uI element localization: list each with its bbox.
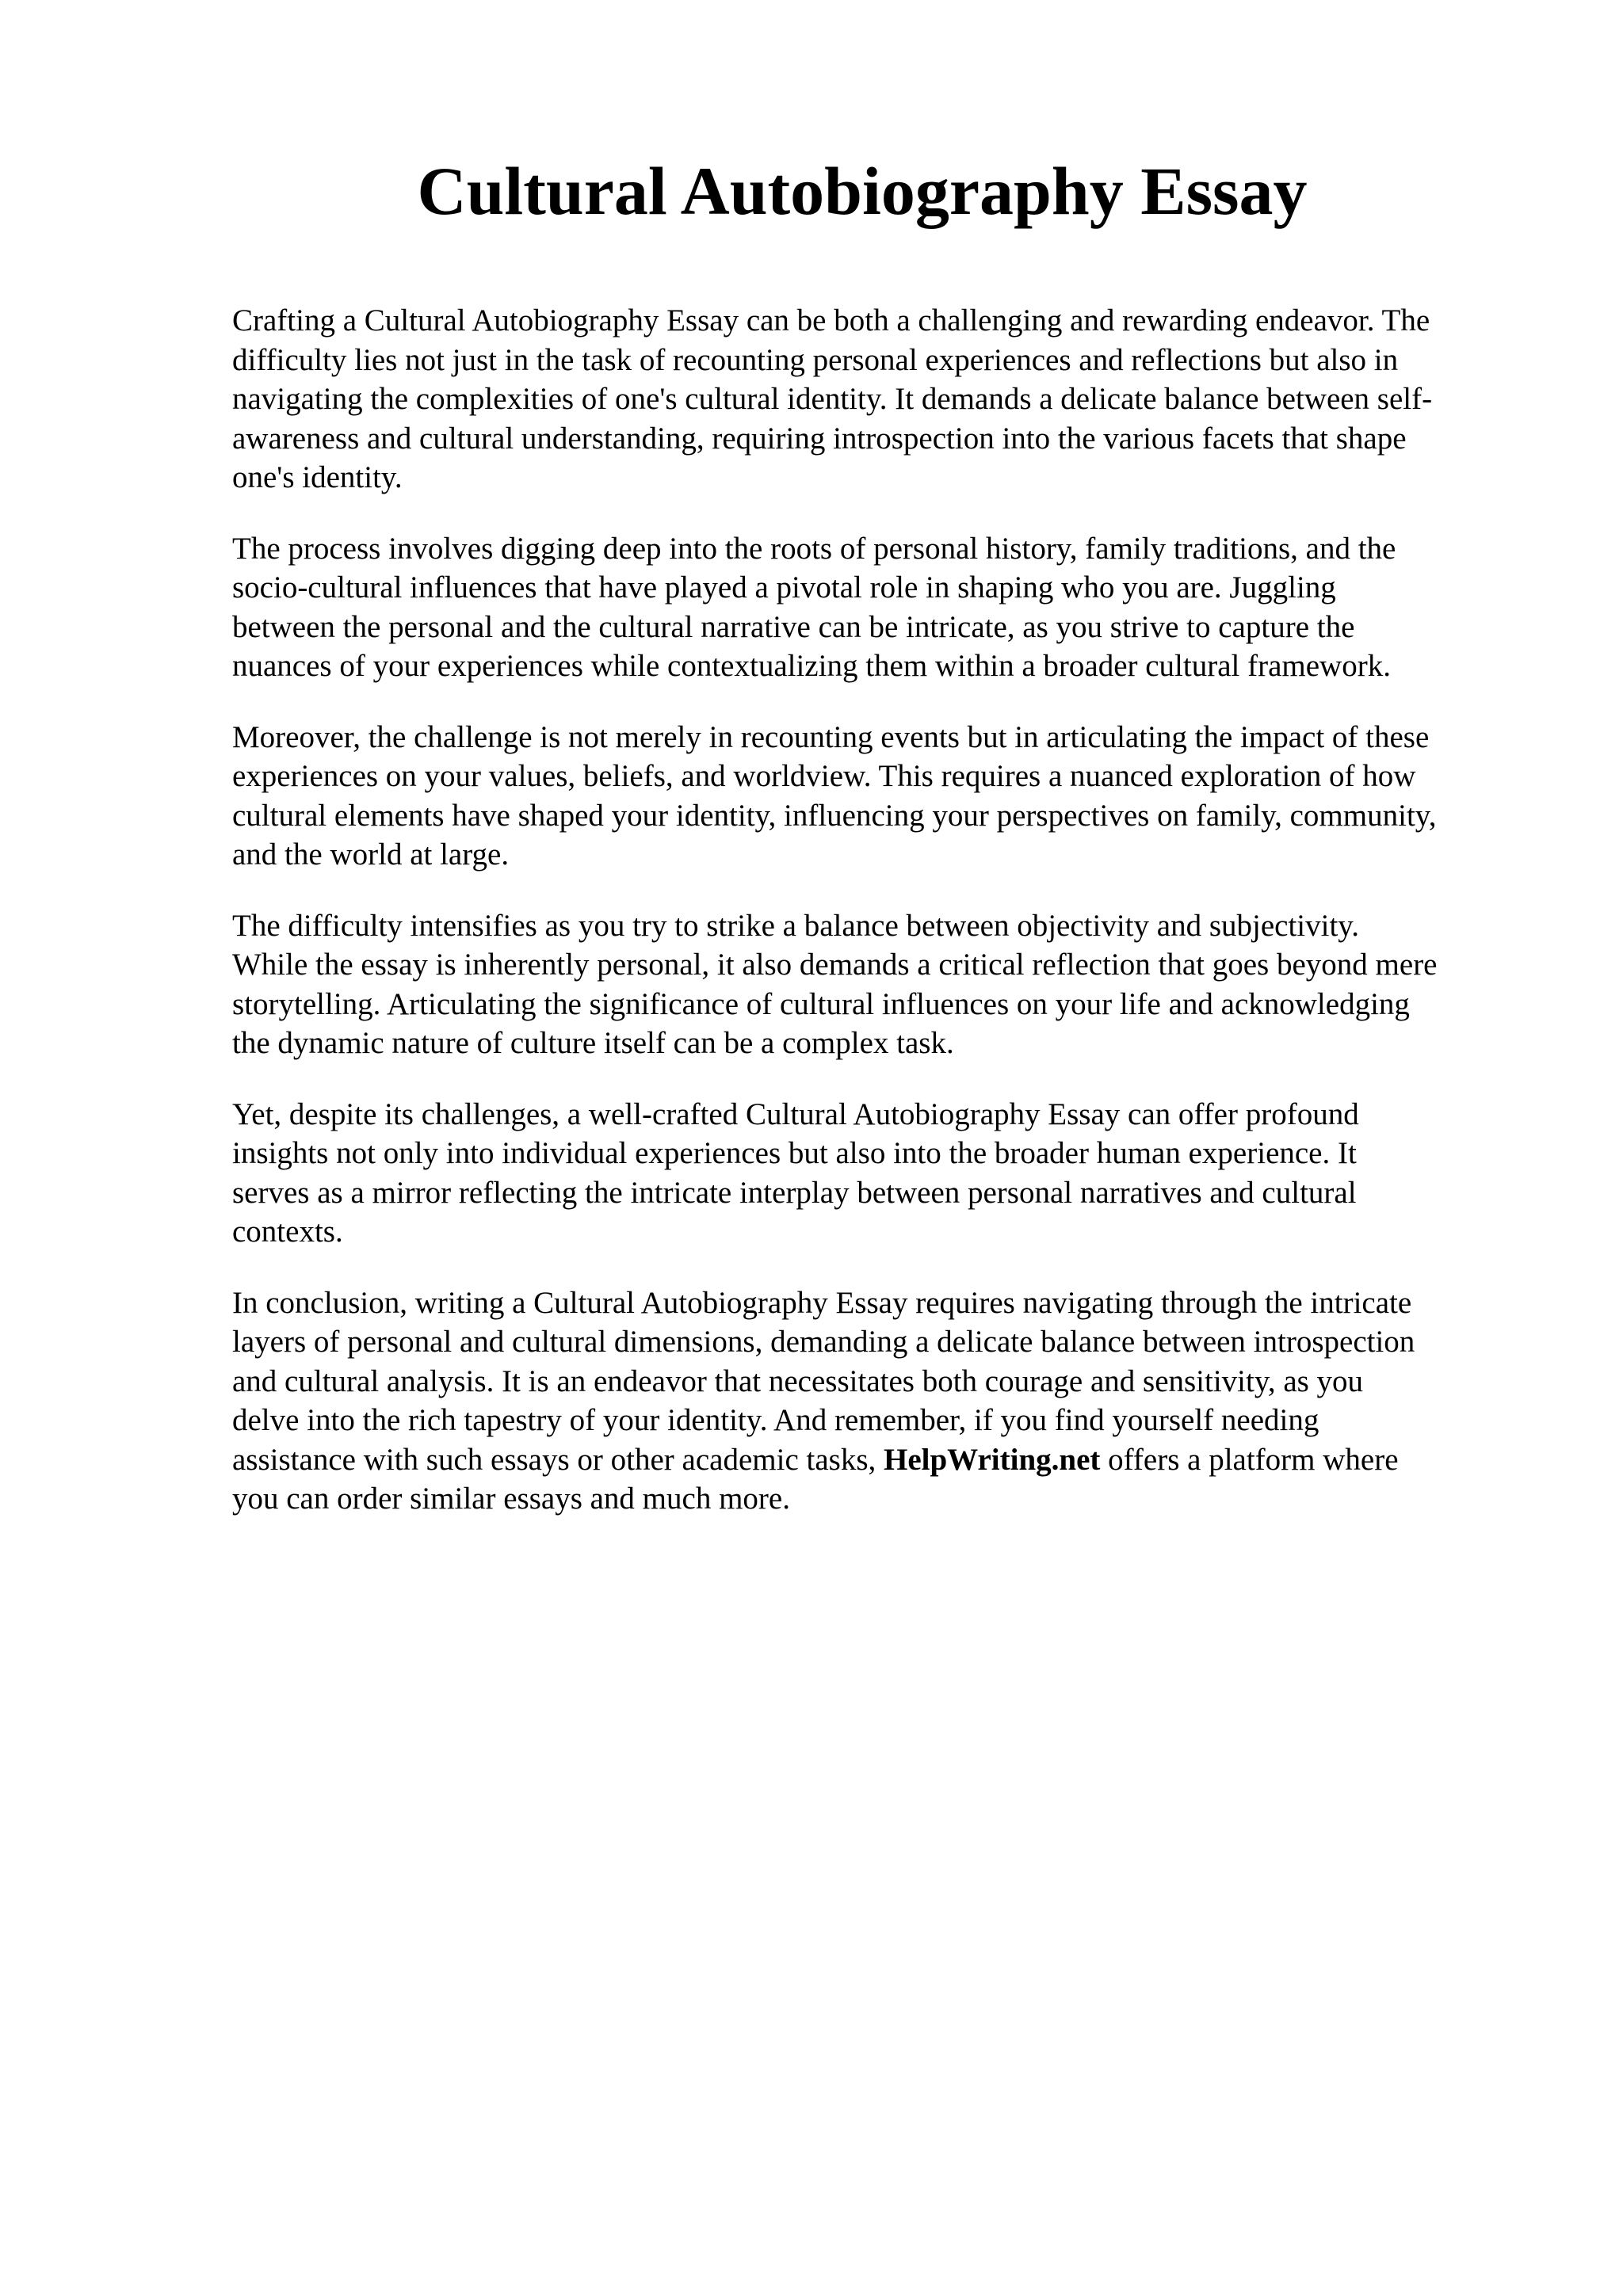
text-line: socio-cultural influences that have played a pivotal role in shaping who you are. Juggling: [232, 570, 1336, 605]
text-line: The difficulty intensifies as you try to strike a balance between objectivity and subjectivity.: [232, 908, 1360, 943]
paragraph-2: [232, 529, 1532, 686]
paragraph-3: [232, 718, 1532, 875]
text-line: contexts.: [232, 1215, 343, 1249]
paragraph-1: [232, 301, 1532, 498]
text-line: the dynamic nature of culture itself can be a complex task.: [232, 1026, 954, 1060]
text-line: experiences on your values, beliefs, and worldview. This requires a nuanced exploration of how: [232, 759, 1416, 793]
text-line: insights not only into individual experiences but also into the broader human experience. It: [232, 1136, 1357, 1170]
text-line: layers of personal and cultural dimensions, demanding a delicate balance between introspection: [232, 1325, 1415, 1359]
text-line: serves as a mirror reflecting the intricate interplay between personal narratives and cultural: [232, 1175, 1357, 1210]
paragraph-4: [232, 906, 1532, 1063]
text-line: While the essay is inherently personal, it also demands a critical reflection that goes beyond mere: [232, 948, 1438, 982]
text-line: delve into the rich tapestry of your identity. And remember, if you find yourself needing: [232, 1403, 1319, 1437]
text-line: cultural elements have shaped your identity, influencing your perspectives on family, community,: [232, 798, 1437, 833]
text-line: [232, 1440, 1532, 1480]
essay-body: [232, 301, 1532, 1550]
document-title: Cultural Autobiography Essay: [417, 153, 1308, 229]
text-line: between the personal and the cultural narrative can be intricate, as you strive to capture the: [232, 609, 1355, 644]
text-line: one's identity.: [232, 460, 403, 494]
text-line: nuances of your experiences while contextualizing them within a broader cultural framework.: [232, 649, 1391, 683]
text-line: The process involves digging deep into the roots of personal history, family traditions, and the: [232, 531, 1396, 566]
text-line: Moreover, the challenge is not merely in recounting events but in articulating the impact of these: [232, 719, 1430, 754]
text-fragment: offers a platform where: [1100, 1442, 1399, 1477]
text-line: Crafting a Cultural Autobiography Essay can be both a challenging and rewarding endeavor. The: [232, 303, 1430, 338]
text-line: In conclusion, writing a Cultural Autobiography Essay requires navigating through the intricate: [232, 1285, 1412, 1320]
text-line: navigating the complexities of one's cultural identity. It demands a delicate balance between self-: [232, 382, 1433, 416]
text-line: you can order similar essays and much more.: [232, 1482, 790, 1516]
paragraph-conclusion: [232, 1283, 1532, 1519]
paragraph-5: [232, 1095, 1532, 1252]
text-line: difficulty lies not just in the task of recounting personal experiences and reflections but also in: [232, 342, 1399, 377]
text-line: awareness and cultural understanding, requiring introspection into the various facets that shape: [232, 421, 1407, 456]
text-fragment: assistance with such essays or other academic tasks,: [232, 1442, 884, 1477]
text-line: and cultural analysis. It is an endeavor that necessitates both courage and sensitivity, as you: [232, 1363, 1364, 1398]
text-line: storytelling. Articulating the significance of cultural influences on your life and acknowledging: [232, 986, 1410, 1021]
text-line: Yet, despite its challenges, a well-crafted Cultural Autobiography Essay can offer profound: [232, 1097, 1359, 1131]
brand-name: HelpWriting.net: [884, 1442, 1101, 1477]
text-line: and the world at large.: [232, 837, 510, 871]
